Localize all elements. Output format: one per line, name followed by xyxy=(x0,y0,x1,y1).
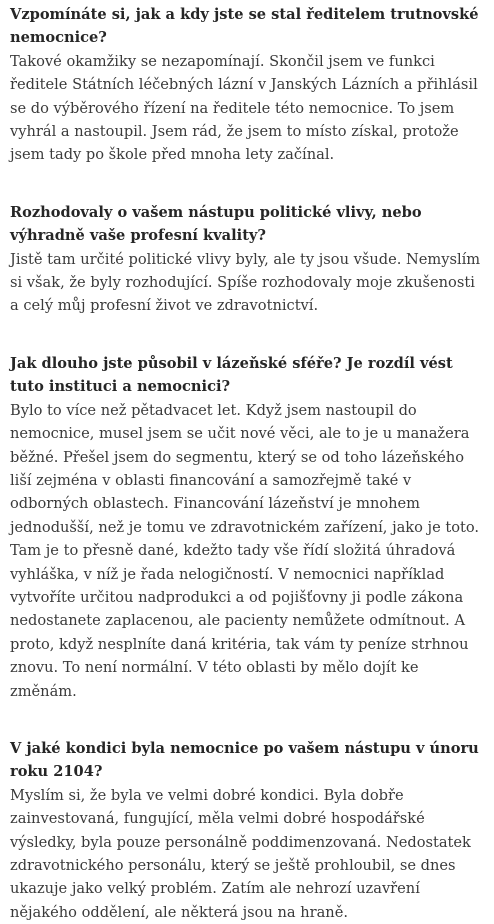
interview-answer: Bylo to více než pětadvacet let. Když jsem nastoupil do nemocnice, musel jsem se učit nové věci, ale to je u manažera běžné. Přešel jsem do segmentu, který se od toho lázeňského liší zejména v oblasti financování a samozřejmě také v odborných oblastech. Financování lázeňství je mnohem jednodušší, než je tomu ve zdravotnickém zařízení, jako je toto. Tam je to přesně dané, kdežto tady vše řídí složitá úhradová vyhláška, v níž je řada nelogičností. V nemocnici například vytvoříte určitou nadprodukci a od pojišťovny ji podle zákona nedostanete zaplacenou, ale pacienty nemůžete odmítnout. A proto, když nesplníte daná kritéria, tak vám ty peníze strhnou znovu. To není normální. V této oblasti by mělo dojít ke změnám. xyxy=(10,401,480,700)
qa-block xyxy=(10,737,484,924)
qa-block xyxy=(10,3,484,167)
interview-question: Jak dlouho jste působil v lázeňské sféře? Je rozdíl vést tuto instituci a nemocnici? xyxy=(10,354,453,396)
interview-answer: Myslím si, že byla ve velmi dobré kondici. Byla dobře zainvestovaná, fungující, měla velmi dobré hospodářské výsledky, byla pouze personálně poddimenzovaná. Nedostatek zdravotnického personálu, který se ještě prohloubil, se dnes ukazuje jako velký problém. Zatím ale nehrozí uzavření nějakého oddělení, ale některá jsou na hraně. xyxy=(10,786,471,921)
interview-answer: Jistě tam určité politické vlivy byly, ale ty jsou všude. Nemyslím si však, že byly rozhodující. Spíše rozhodovaly moje zkušenosti a celý můj profesní život ve zdravotnictví. xyxy=(10,250,481,315)
interview-question: Vzpomínáte si, jak a kdy jste se stal ředitelem trutnovské nemocnice? xyxy=(10,6,479,47)
interview-answer: Takové okamžiky se nezapomínají. Skončil jsem ve funkci ředitele Státních léčebných lázní v Janských Lázních a přihlásil se do výběrového řízení na ředitele této nemocnice. To jsem vyhrál a nastoupil. Jsem rád, že jsem to místo získal, protože jsem tady po škole před mnoha lety začínal. xyxy=(10,52,478,164)
interview-question: Rozhodovaly o vašem nástupu politické vlivy, nebo výhradně vaše profesní kvality? xyxy=(10,203,422,245)
qa-block xyxy=(10,201,484,318)
interview-question: V jaké kondici byla nemocnice po vašem nástupu v únoru roku 2104? xyxy=(10,739,479,781)
qa-block xyxy=(10,352,484,703)
